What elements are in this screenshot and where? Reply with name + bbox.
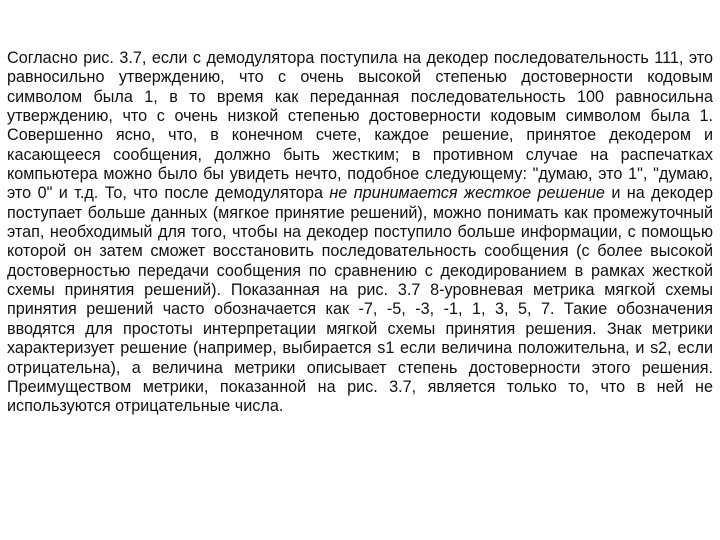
paragraph-text-part-2: и на декодер поступает больше данных (мягкое принятие решений), можно понимать как промежуточный этап, необходимый для того, чтобы на декодер поступило больше информации, с помощью которой он затем сможет восстановить последовательность сообщения (с более высокой достоверностью передачи сообщения по сравнению с декодированием в рамках жесткой схемы принятия решений). Показанная на рис. 3.7 8-уровневая метрика мягкой схемы принятия решений часто обозначается как -7, -5, -3, -1, 1, 3, 5, 7. Такие обозначения вводятся для простоты интерпретации мягкой схемы принятия решения. Знак метрики характеризует решение (например, выбирается s1 если величина положительна, и s2, если отрицательна), а величина метрики описывает степень достоверности этого решения. Преимуществом метрики, показанной на рис. 3.7, является только то, что в ней не используются отрицательные числа.: [7, 184, 713, 416]
document-page: [7, 49, 713, 417]
body-paragraph: [7, 49, 713, 417]
paragraph-text-part-1: Согласно рис. 3.7, если с демодулятора поступила на декодер последовательность 111, это равносильно утверждению, что с очень высокой степенью достоверности кодовым символом была 1, в то время как переданная последовательность 100 равносильна утверждению, что с очень низкой степенью достоверности кодовым символом была 1. Совершенно ясно, что, в конечном счете, каждое решение, принятое декодером и касающееся сообщения, должно быть жестким; в противном случае на распечатках компьютера можно было бы увидеть нечто, подобное следующему: "думаю, это 1", "думаю, это 0" и т.д. То, что после демодулятора: [7, 49, 713, 203]
italic-phrase: не принимается жесткое решение: [329, 184, 605, 203]
